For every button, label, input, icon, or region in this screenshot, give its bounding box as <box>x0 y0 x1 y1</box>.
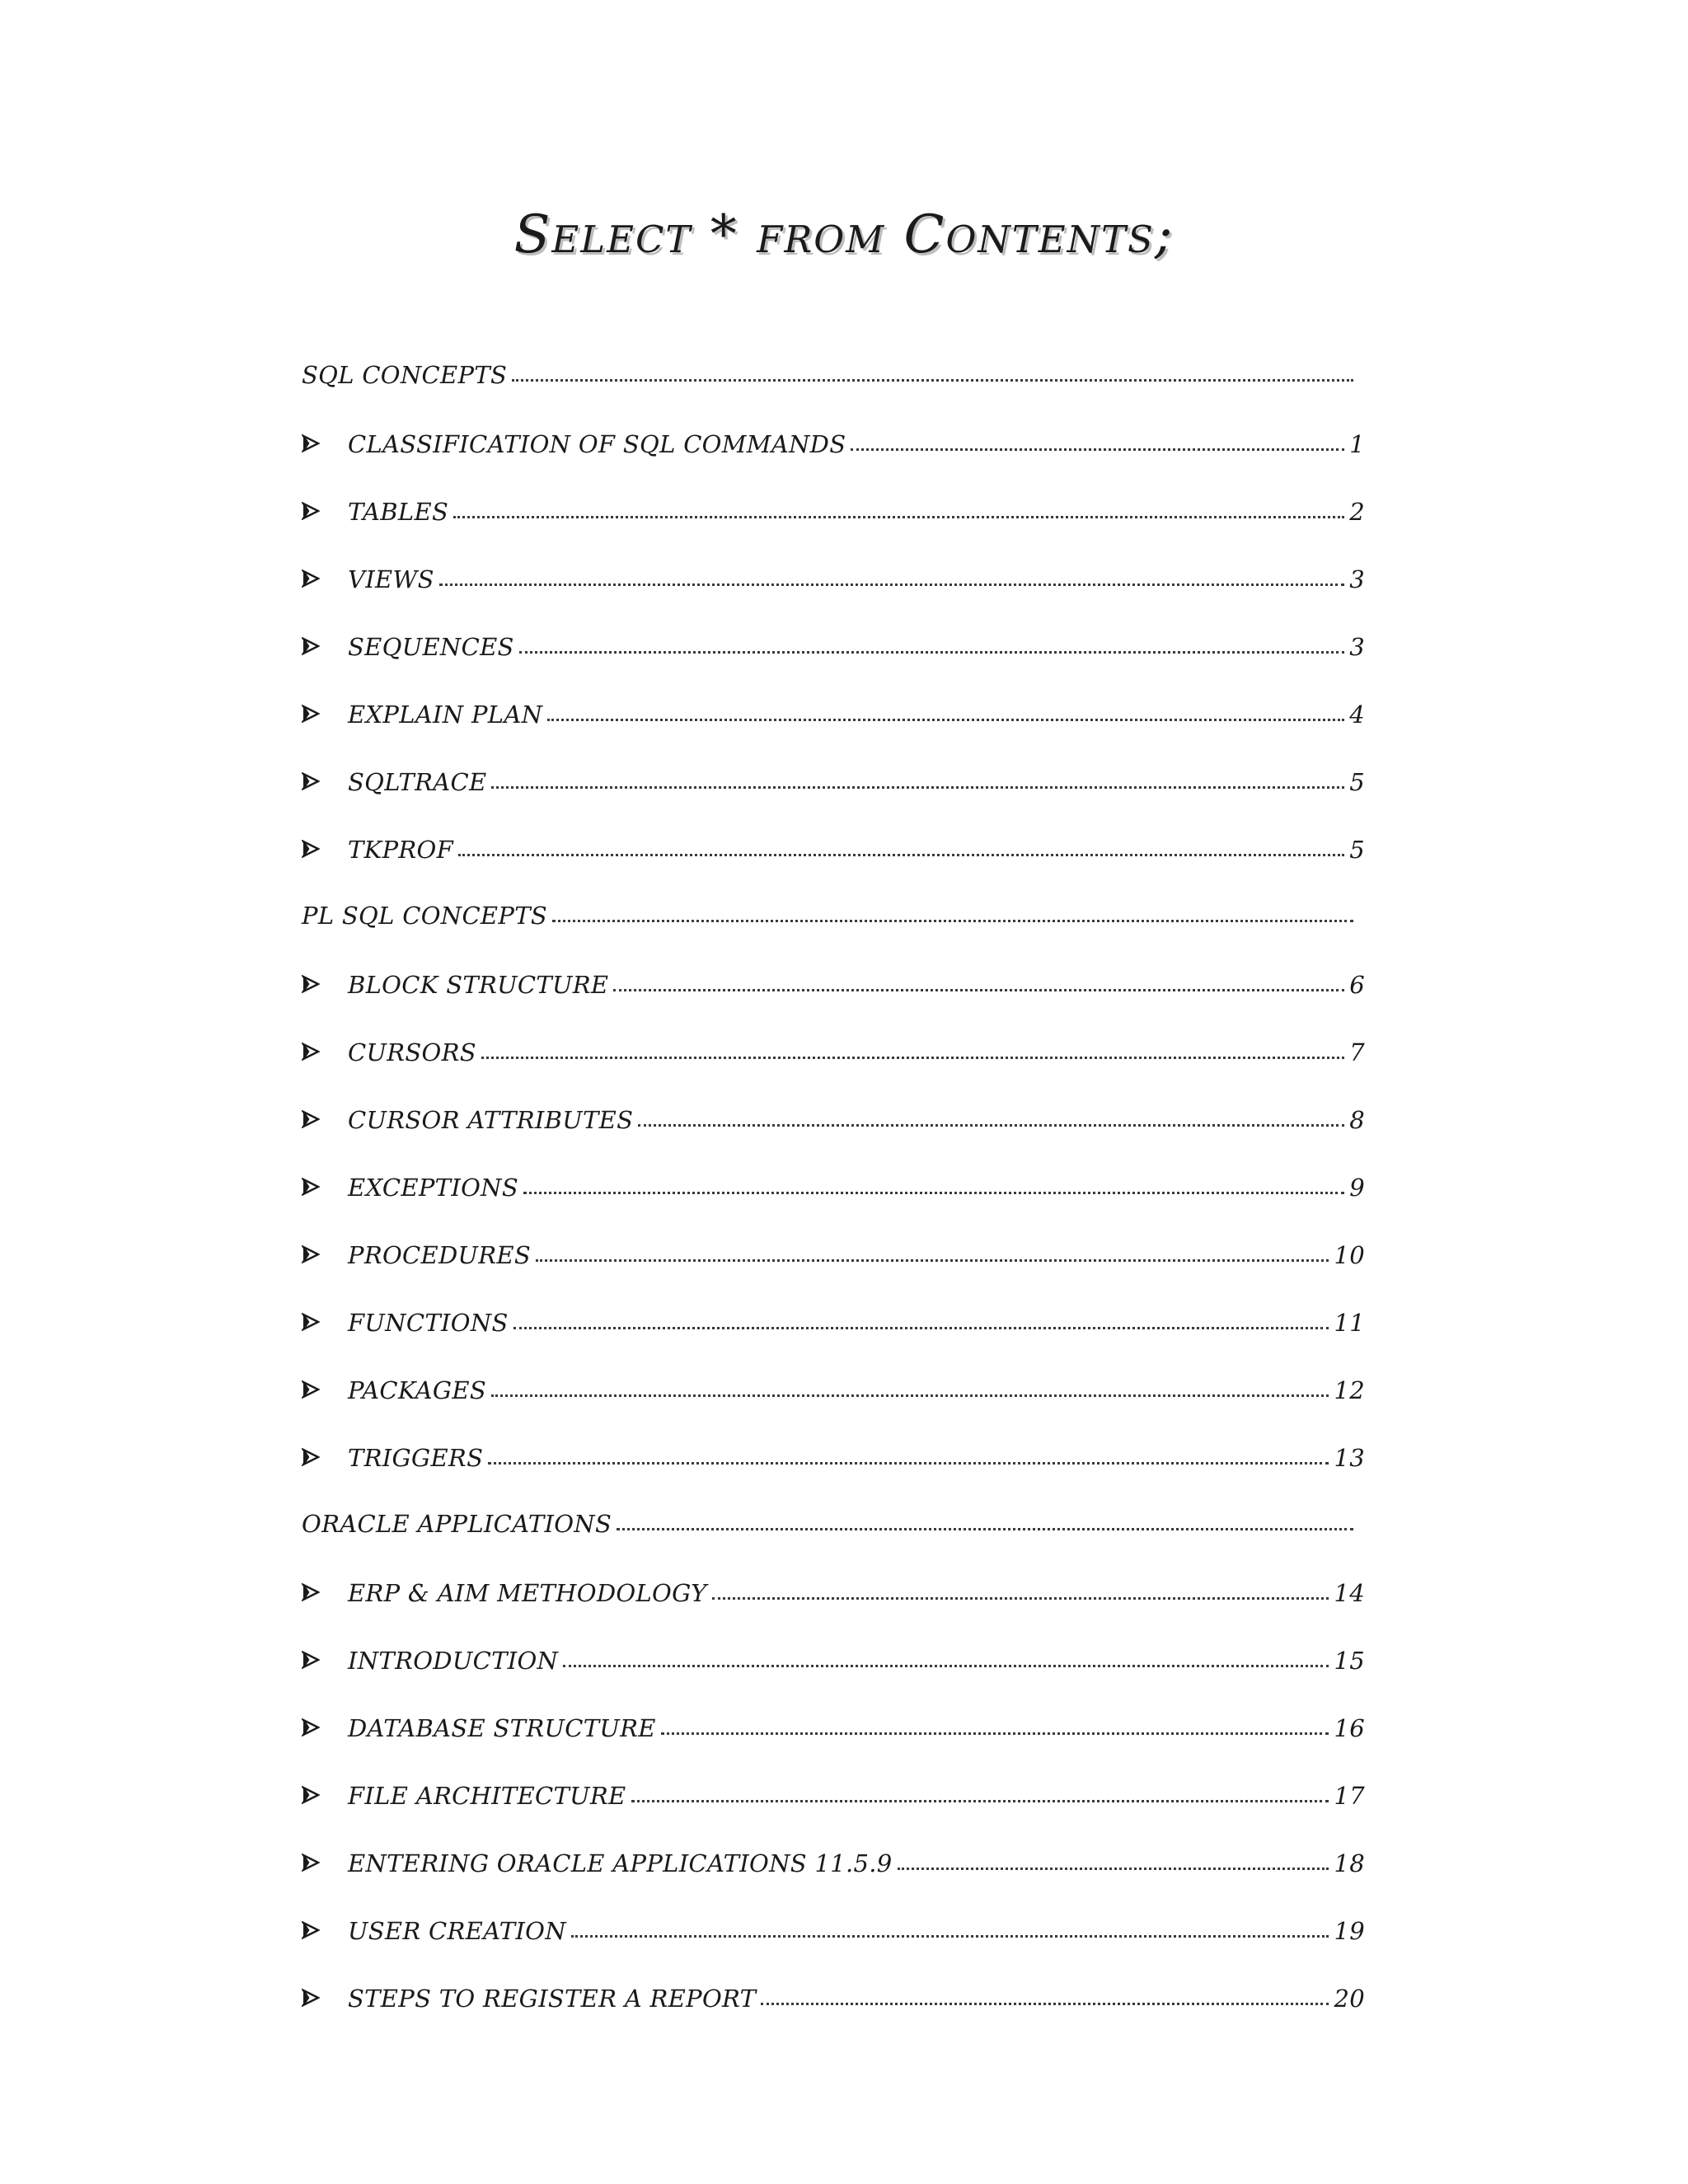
toc-entry-row[interactable] <box>302 1681 1365 1749</box>
dot-leader <box>563 1665 1329 1667</box>
toc-entry-label: VIEWS <box>348 565 434 593</box>
arrow-bullet-icon <box>302 969 348 999</box>
arrow-bullet-icon <box>302 1577 348 1607</box>
toc-entry-row[interactable] <box>302 1546 1365 1614</box>
toc-page-number: 1 <box>1349 430 1365 458</box>
toc-line <box>302 902 1358 938</box>
toc-entry-row[interactable] <box>302 465 1365 532</box>
toc-line <box>302 969 1365 1005</box>
toc-entry-label: STEPS TO REGISTER A REPORT <box>348 1985 757 2013</box>
arrow-bullet-icon <box>302 429 348 458</box>
arrow-bullet-icon <box>302 1645 348 1675</box>
dot-leader <box>661 1732 1329 1735</box>
toc-entry-row[interactable] <box>302 735 1365 803</box>
dot-leader <box>547 719 1344 721</box>
toc-entry-row[interactable] <box>302 600 1365 668</box>
toc-entry-row[interactable] <box>302 1411 1365 1479</box>
toc-line <box>302 1645 1365 1681</box>
arrow-bullet-icon <box>302 1037 348 1066</box>
toc-line <box>302 766 1365 803</box>
toc-entry-label: PROCEDURES <box>348 1241 532 1269</box>
toc-entry-label: TKPROF <box>348 836 454 864</box>
arrow-bullet-icon <box>302 564 348 593</box>
toc-line <box>302 1104 1365 1141</box>
dot-leader <box>519 651 1345 654</box>
arrow-bullet-icon <box>302 1307 348 1337</box>
toc-line <box>302 699 1365 735</box>
toc-entry-label: CURSORS <box>348 1038 476 1066</box>
toc-entry-row[interactable] <box>302 938 1365 1005</box>
toc-entry-row[interactable] <box>302 532 1365 600</box>
dot-leader <box>712 1597 1329 1600</box>
toc-line <box>302 1915 1365 1952</box>
dot-leader <box>552 920 1353 922</box>
toc-entry-row[interactable] <box>302 1952 1365 2019</box>
toc-line <box>302 834 1365 870</box>
toc-line <box>302 361 1358 397</box>
toc-line <box>302 1848 1365 1884</box>
dot-leader <box>536 1259 1329 1262</box>
toc-page-number: 17 <box>1334 1782 1365 1810</box>
toc-entry-label: TRIGGERS <box>348 1444 484 1472</box>
toc-line <box>302 1983 1365 2019</box>
toc-section-row[interactable] <box>302 870 1365 938</box>
arrow-bullet-icon <box>302 1780 348 1810</box>
dot-leader <box>453 516 1344 518</box>
dot-leader <box>439 583 1344 586</box>
toc-entry-label: FILE ARCHITECTURE <box>348 1782 626 1810</box>
arrow-bullet-icon <box>302 1172 348 1202</box>
toc-entry-row[interactable] <box>302 803 1365 870</box>
toc-entry-label: ERP & AIM METHODOLOGY <box>348 1579 707 1607</box>
arrow-bullet-icon <box>302 834 348 864</box>
toc-line <box>302 1780 1365 1816</box>
arrow-bullet-icon <box>302 1375 348 1404</box>
toc-entry-label: TABLES <box>348 498 449 526</box>
toc-entry-label: INTRODUCTION <box>348 1647 559 1675</box>
arrow-bullet-icon <box>302 496 348 526</box>
toc-entry-label: EXPLAIN PLAN <box>348 701 543 729</box>
toc-line <box>302 1577 1365 1614</box>
toc-page-number: 5 <box>1349 768 1365 796</box>
toc-line <box>302 1172 1365 1208</box>
arrow-bullet-icon <box>302 1713 348 1742</box>
dot-leader <box>898 1868 1329 1870</box>
dot-leader <box>761 2003 1329 2005</box>
toc-entry-row[interactable] <box>302 1276 1365 1343</box>
toc-entry-row[interactable] <box>302 397 1365 465</box>
toc-entry-row[interactable] <box>302 1005 1365 1073</box>
toc-line <box>302 1713 1365 1749</box>
arrow-bullet-icon <box>302 1104 348 1134</box>
arrow-bullet-icon <box>302 1915 348 1945</box>
dot-leader <box>638 1124 1344 1127</box>
arrow-bullet-icon <box>302 1983 348 2013</box>
dot-leader <box>613 989 1344 991</box>
toc-page-number: 10 <box>1334 1241 1365 1269</box>
toc-page-number: 16 <box>1334 1714 1365 1742</box>
toc-page-number: 19 <box>1334 1917 1365 1945</box>
toc-entry-label: FUNCTIONS <box>348 1309 509 1337</box>
arrow-bullet-icon <box>302 766 348 796</box>
toc-section-label: SQL CONCEPTS <box>302 361 508 389</box>
toc-page-number: 8 <box>1349 1106 1365 1134</box>
arrow-bullet-icon <box>302 1848 348 1877</box>
toc-section-row[interactable] <box>302 330 1365 397</box>
toc-entry-label: ENTERING ORACLE APPLICATIONS 11.5.9 <box>348 1849 893 1877</box>
dot-leader <box>571 1935 1329 1938</box>
toc-line <box>302 1510 1358 1546</box>
toc-entry-row[interactable] <box>302 1816 1365 1884</box>
toc-line <box>302 1442 1365 1479</box>
toc-page-number: 4 <box>1349 701 1365 729</box>
dot-leader <box>491 786 1344 789</box>
toc-entry-row[interactable] <box>302 668 1365 735</box>
toc-page-number: 14 <box>1334 1579 1365 1607</box>
dot-leader <box>513 1327 1329 1329</box>
toc-line <box>302 429 1365 465</box>
page-title: Select * from Contents; <box>513 204 1175 265</box>
table-of-contents <box>302 330 1365 2019</box>
dot-leader <box>491 1394 1329 1397</box>
dot-leader <box>512 379 1353 382</box>
toc-line <box>302 564 1365 600</box>
toc-line <box>302 1375 1365 1411</box>
toc-entry-row[interactable] <box>302 1749 1365 1816</box>
toc-section-row[interactable] <box>302 1479 1365 1546</box>
arrow-bullet-icon <box>302 699 348 729</box>
toc-entry-row[interactable] <box>302 1141 1365 1208</box>
toc-entry-row[interactable] <box>302 1614 1365 1681</box>
toc-entry-label: CURSOR ATTRIBUTES <box>348 1106 634 1134</box>
toc-page-number: 11 <box>1334 1309 1365 1337</box>
toc-entry-label: CLASSIFICATION OF SQL COMMANDS <box>348 430 846 458</box>
toc-entry-label: PACKAGES <box>348 1376 487 1404</box>
toc-entry-label: EXCEPTIONS <box>348 1174 518 1202</box>
toc-entry-row[interactable] <box>302 1343 1365 1411</box>
toc-line <box>302 1037 1365 1073</box>
toc-page-number: 20 <box>1334 1985 1365 2013</box>
arrow-bullet-icon <box>302 631 348 661</box>
dot-leader <box>481 1057 1344 1059</box>
dot-leader <box>851 448 1344 451</box>
toc-section-label: ORACLE APPLICATIONS <box>302 1510 612 1538</box>
dot-leader <box>523 1192 1344 1194</box>
arrow-bullet-icon <box>302 1240 348 1269</box>
toc-line <box>302 631 1365 668</box>
dot-leader <box>631 1800 1329 1802</box>
dot-leader <box>488 1462 1329 1465</box>
toc-page-number: 18 <box>1334 1849 1365 1877</box>
toc-entry-label: SQLTRACE <box>348 768 487 796</box>
toc-entry-row[interactable] <box>302 1884 1365 1952</box>
toc-page-number: 13 <box>1334 1444 1365 1472</box>
toc-page-number: 3 <box>1349 565 1365 593</box>
toc-entry-label: USER CREATION <box>348 1917 566 1945</box>
toc-entry-label: DATABASE STRUCTURE <box>348 1714 656 1742</box>
dot-leader <box>617 1528 1353 1530</box>
toc-page-number: 7 <box>1349 1038 1365 1066</box>
arrow-bullet-icon <box>302 1442 348 1472</box>
toc-line <box>302 496 1365 532</box>
toc-entry-row[interactable] <box>302 1208 1365 1276</box>
dot-leader <box>458 854 1344 856</box>
toc-page-number: 3 <box>1349 633 1365 661</box>
toc-page-number: 9 <box>1349 1174 1365 1202</box>
toc-section-label: PL SQL CONCEPTS <box>302 902 548 930</box>
toc-entry-label: BLOCK STRUCTURE <box>348 971 609 999</box>
toc-page-number: 5 <box>1349 836 1365 864</box>
toc-entry-label: SEQUENCES <box>348 633 514 661</box>
toc-page-number: 15 <box>1334 1647 1365 1675</box>
toc-line <box>302 1240 1365 1276</box>
toc-page-number: 2 <box>1349 498 1365 526</box>
toc-line <box>302 1307 1365 1343</box>
toc-entry-row[interactable] <box>302 1073 1365 1141</box>
toc-page-number: 6 <box>1349 971 1365 999</box>
toc-page-number: 12 <box>1334 1376 1365 1404</box>
